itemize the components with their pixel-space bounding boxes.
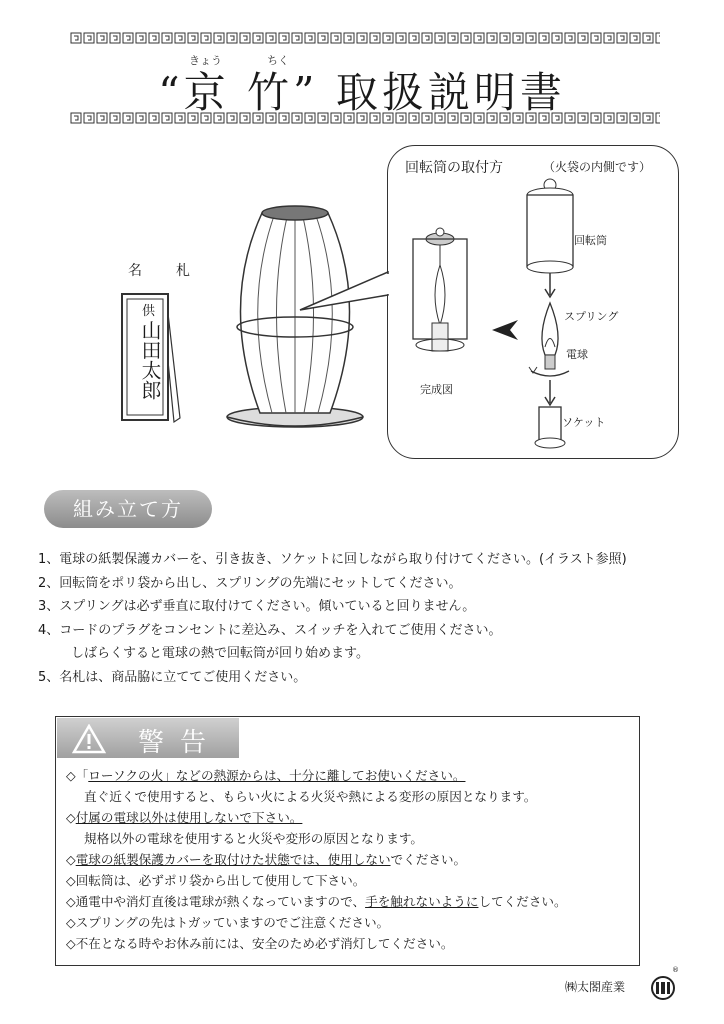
- title-rest: 取扱説明書: [335, 68, 566, 117]
- label-bulb: 電球: [566, 348, 588, 361]
- label-tube: 回転筒: [574, 234, 607, 247]
- callout-pointer: [298, 270, 398, 330]
- warning-line: ◇回転筒は、必ずポリ袋から出して使用して下さい。: [66, 873, 366, 888]
- label-socket: ソケット: [562, 416, 606, 429]
- nameplate-label: 名 札: [128, 263, 200, 279]
- company-name: ㈱太閤産業: [565, 980, 626, 994]
- nameplate-name: 山田太郎: [138, 320, 162, 400]
- ruby-chiku: ちく: [267, 54, 289, 67]
- title-word-kyou: “京: [158, 68, 230, 117]
- decorative-border-top: [70, 32, 660, 44]
- warning-line: ◇「ローソクの火」などの熱源からは、十分に離してお使いください。: [66, 768, 466, 783]
- ruby-kyou: きょう: [189, 54, 222, 67]
- warning-line: ◇付属の電球以外は使用しないで下さい。: [66, 810, 303, 825]
- company-logo-icon: [650, 970, 680, 1004]
- assembly-step-continuation: しばらくすると電球の熱で回転筒が回り始めます。: [71, 646, 369, 661]
- warning-heading: 警告: [138, 728, 223, 758]
- warning-line: ◇通電中や消灯直後は電球が熱くなっていますので、手を触れないようにしてください。: [66, 894, 567, 909]
- assembly-step: 1、電球の紙製保護カバーを、引き抜き、ソケットに回しながら取り付けてください。(イラスト参照): [38, 552, 627, 567]
- title-word-chiku: 竹”: [246, 68, 319, 117]
- warning-line-detail: 規格以外の電球を使用すると火災や変形の原因となります。: [84, 831, 424, 846]
- label-spring: スプリング: [564, 310, 619, 323]
- assembly-heading: 組み立て方: [44, 490, 212, 528]
- nameplate-small-text: 供: [142, 304, 156, 319]
- assembly-step: 2、回転筒をポリ袋から出し、スプリングの先端にセットしてください。: [38, 575, 462, 591]
- assembly-step: 4、コードのプラグをコンセントに差込み、スイッチを入れてご使用ください。: [38, 622, 502, 638]
- warning-list: [66, 765, 636, 954]
- warning-line: ◇不在となる時やお休み前には、安全のため必ず消灯してください。: [66, 936, 454, 951]
- registered-mark: ®: [672, 966, 679, 974]
- warning-line: ◇電球の紙製保護カバーを取付けた状態では、使用しないでください。: [66, 852, 467, 867]
- callout-note: （火袋の内側です）: [543, 160, 652, 174]
- completed-assembly-figure: [405, 225, 475, 375]
- label-complete: 完成図: [420, 383, 453, 396]
- assembly-step: 3、スプリングは必ず垂直に取付けてください。傾いていると回りません。: [38, 599, 476, 614]
- page-title: [0, 60, 724, 120]
- warning-triangle-icon: [72, 724, 106, 754]
- warning-line-detail: 直ぐ近くで使用すると、もらい火による火災や熱による変形の原因となります。: [84, 789, 537, 804]
- assembly-steps: [38, 548, 698, 689]
- callout-title: 回転筒の取付方: [405, 160, 503, 176]
- warning-line: ◇スプリングの先はトガッていますのでご注意ください。: [66, 915, 390, 930]
- assembly-step: 5、名札は、商品脇に立ててご使用ください。: [38, 669, 307, 685]
